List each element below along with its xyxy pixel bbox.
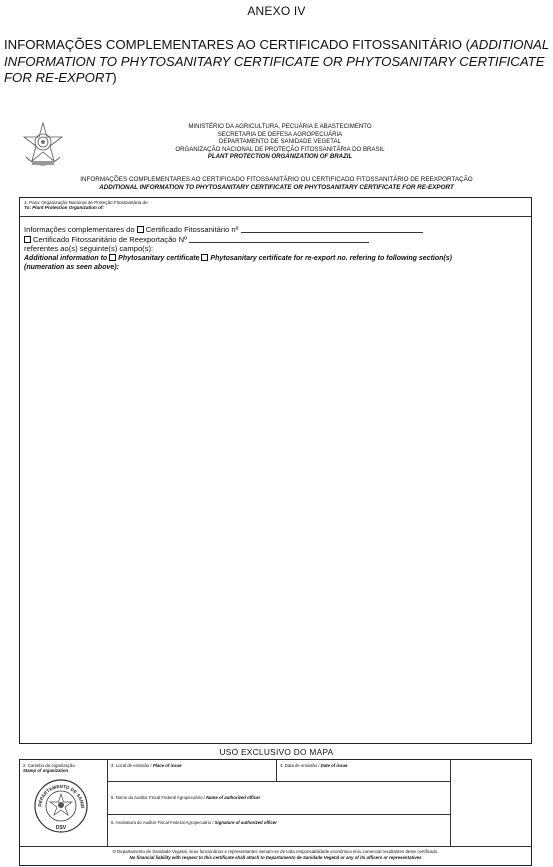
place-label-pt: 3. Local de emissão / bbox=[111, 763, 153, 768]
form-header bbox=[10, 176, 543, 191]
ministry-line1: MINISTÉRIO DA AGRICULTURA, PECUÁRIA E ABASTECIMENTO bbox=[188, 123, 372, 130]
signature-label-pt: 6. Assinatura do Auditor Fiscal Federal Agropecuário / bbox=[111, 820, 215, 825]
date-label-pt: 4. Data de emissão / bbox=[280, 763, 321, 768]
reexport-number-field[interactable] bbox=[189, 235, 369, 243]
checkbox-en-reexport[interactable] bbox=[201, 254, 208, 261]
document-title bbox=[4, 37, 552, 87]
officer-name-field[interactable] bbox=[111, 795, 260, 800]
stamp-field[interactable] bbox=[23, 763, 75, 773]
cert-number-field[interactable] bbox=[241, 225, 423, 233]
divider-stamp bbox=[107, 760, 108, 846]
recipient-field-divider bbox=[20, 216, 531, 217]
title-pt: INFORMAÇÕES COMPLEMENTARES AO CERTIFICADO FITOSSANITÁRIO ( bbox=[4, 37, 471, 52]
annex-title: ANEXO IV bbox=[247, 4, 306, 18]
divider-row1 bbox=[107, 781, 450, 782]
info-line4a: Additional information to bbox=[24, 254, 110, 262]
divider-right bbox=[450, 760, 451, 846]
form-header-en: ADDITIONAL INFORMATION TO PHYTOSANITARY CERTIFICATE OR PHYTOSANITARY CERTIFICATE FOR RE-EXPORT bbox=[99, 183, 454, 191]
date-of-issue-field[interactable] bbox=[280, 763, 347, 768]
recipient-label-en: To: Plant Protection Organization of: bbox=[24, 205, 104, 211]
ministry-line4: ORGANIZAÇÃO NACIONAL DE PROTEÇÃO FITOSSANITÁRIA DO BRASIL bbox=[175, 145, 385, 153]
stamp-label-en: Stamp of organization bbox=[23, 768, 69, 773]
ministry-header bbox=[130, 123, 430, 161]
name-label-pt: 5. Nome do Auditor Fiscal Federal Agropecuário / bbox=[111, 795, 207, 800]
place-label-en: Place of issue bbox=[152, 763, 182, 768]
officer-signature-field[interactable] bbox=[111, 820, 277, 825]
divider-row2 bbox=[107, 814, 450, 815]
title-en: ADDITIONAL INFORMATION TO PHYTOSANITARY CERTIFICATE OR PHYTOSANITARY CERTIFICATE FOR RE-EXPORT bbox=[4, 37, 549, 85]
liability-note-en: No financial liability with respect to this certificate shall attach to Departamento de Sanidade Vegetal or any of its officers or representatives bbox=[129, 855, 422, 860]
form-header-pt: INFORMAÇÕES COMPLEMENTARES AO CERTIFICADO FITOSSANITÁRIO OU CERTIFICADO FITOSSANITÁRIO DE REEXPORTAÇÃO bbox=[80, 176, 473, 183]
name-label-en: Name of authorized officer bbox=[206, 795, 261, 800]
coat-of-arms-icon bbox=[20, 121, 66, 167]
ministry-line5: PLANT PROTECTION ORGANIZATION OF BRAZIL bbox=[207, 153, 353, 161]
liability-note-pt: O Departamento de Sanidade Vegetal, seus funcionários e representantes isenam-se de toda responsabilidade econômica e/ou comercial resultantes deste certificado. bbox=[112, 849, 439, 854]
recipient-field-label bbox=[24, 200, 149, 211]
checkbox-reexport-cert[interactable] bbox=[24, 236, 31, 243]
info-line3: referentes ao(s) seguinte(s) campo(s): bbox=[24, 244, 154, 253]
checkbox-phytosanitary-cert[interactable] bbox=[137, 226, 144, 233]
official-use-box bbox=[19, 759, 532, 866]
info-line1: Informações complementares do bbox=[24, 225, 137, 234]
date-label-en: Date of issue bbox=[320, 763, 348, 768]
info-line5: (numeration as seen above): bbox=[24, 264, 119, 271]
checkbox-en-phytosanitary[interactable] bbox=[109, 254, 116, 261]
stamp-label-pt: 2. Carimbo da organização bbox=[23, 763, 75, 768]
info-line4b: Phytosanitary certificate bbox=[118, 254, 202, 262]
official-use-title: USO EXCLUSIVO DO MAPA bbox=[219, 747, 334, 757]
divider-footer bbox=[20, 846, 531, 847]
additional-info-text[interactable] bbox=[24, 225, 452, 273]
recipient-label-pt: 1. Para: Organização Nacional de Proteção Fitossanitária de: bbox=[24, 200, 149, 205]
seal-ring-text: DEPARTAMENTO DE SANID bbox=[37, 783, 86, 809]
info-line1b: Certificado Fitossanitário nº bbox=[145, 225, 239, 234]
ministry-line2: SECRETARIA DE DEFESA AGROPECUÁRIA bbox=[217, 130, 343, 138]
additional-info-box bbox=[19, 197, 532, 744]
info-line4c: Phytosanitary certificate for re-export no. refering to following section(s) bbox=[210, 254, 452, 262]
place-of-issue-field[interactable] bbox=[111, 763, 181, 768]
ministry-line3: DEPARTAMENTO DE SANIDADE VEGETAL bbox=[218, 138, 341, 146]
signature-label-en: Signature of authorized officer bbox=[214, 820, 277, 825]
title-close: ) bbox=[112, 70, 117, 85]
divider-date bbox=[276, 760, 277, 781]
info-line2: Certificado Fitossanitário de Reexportação Nº bbox=[33, 234, 187, 244]
seal-abbr: DSV bbox=[55, 825, 67, 831]
dsv-seal-icon bbox=[33, 778, 89, 834]
